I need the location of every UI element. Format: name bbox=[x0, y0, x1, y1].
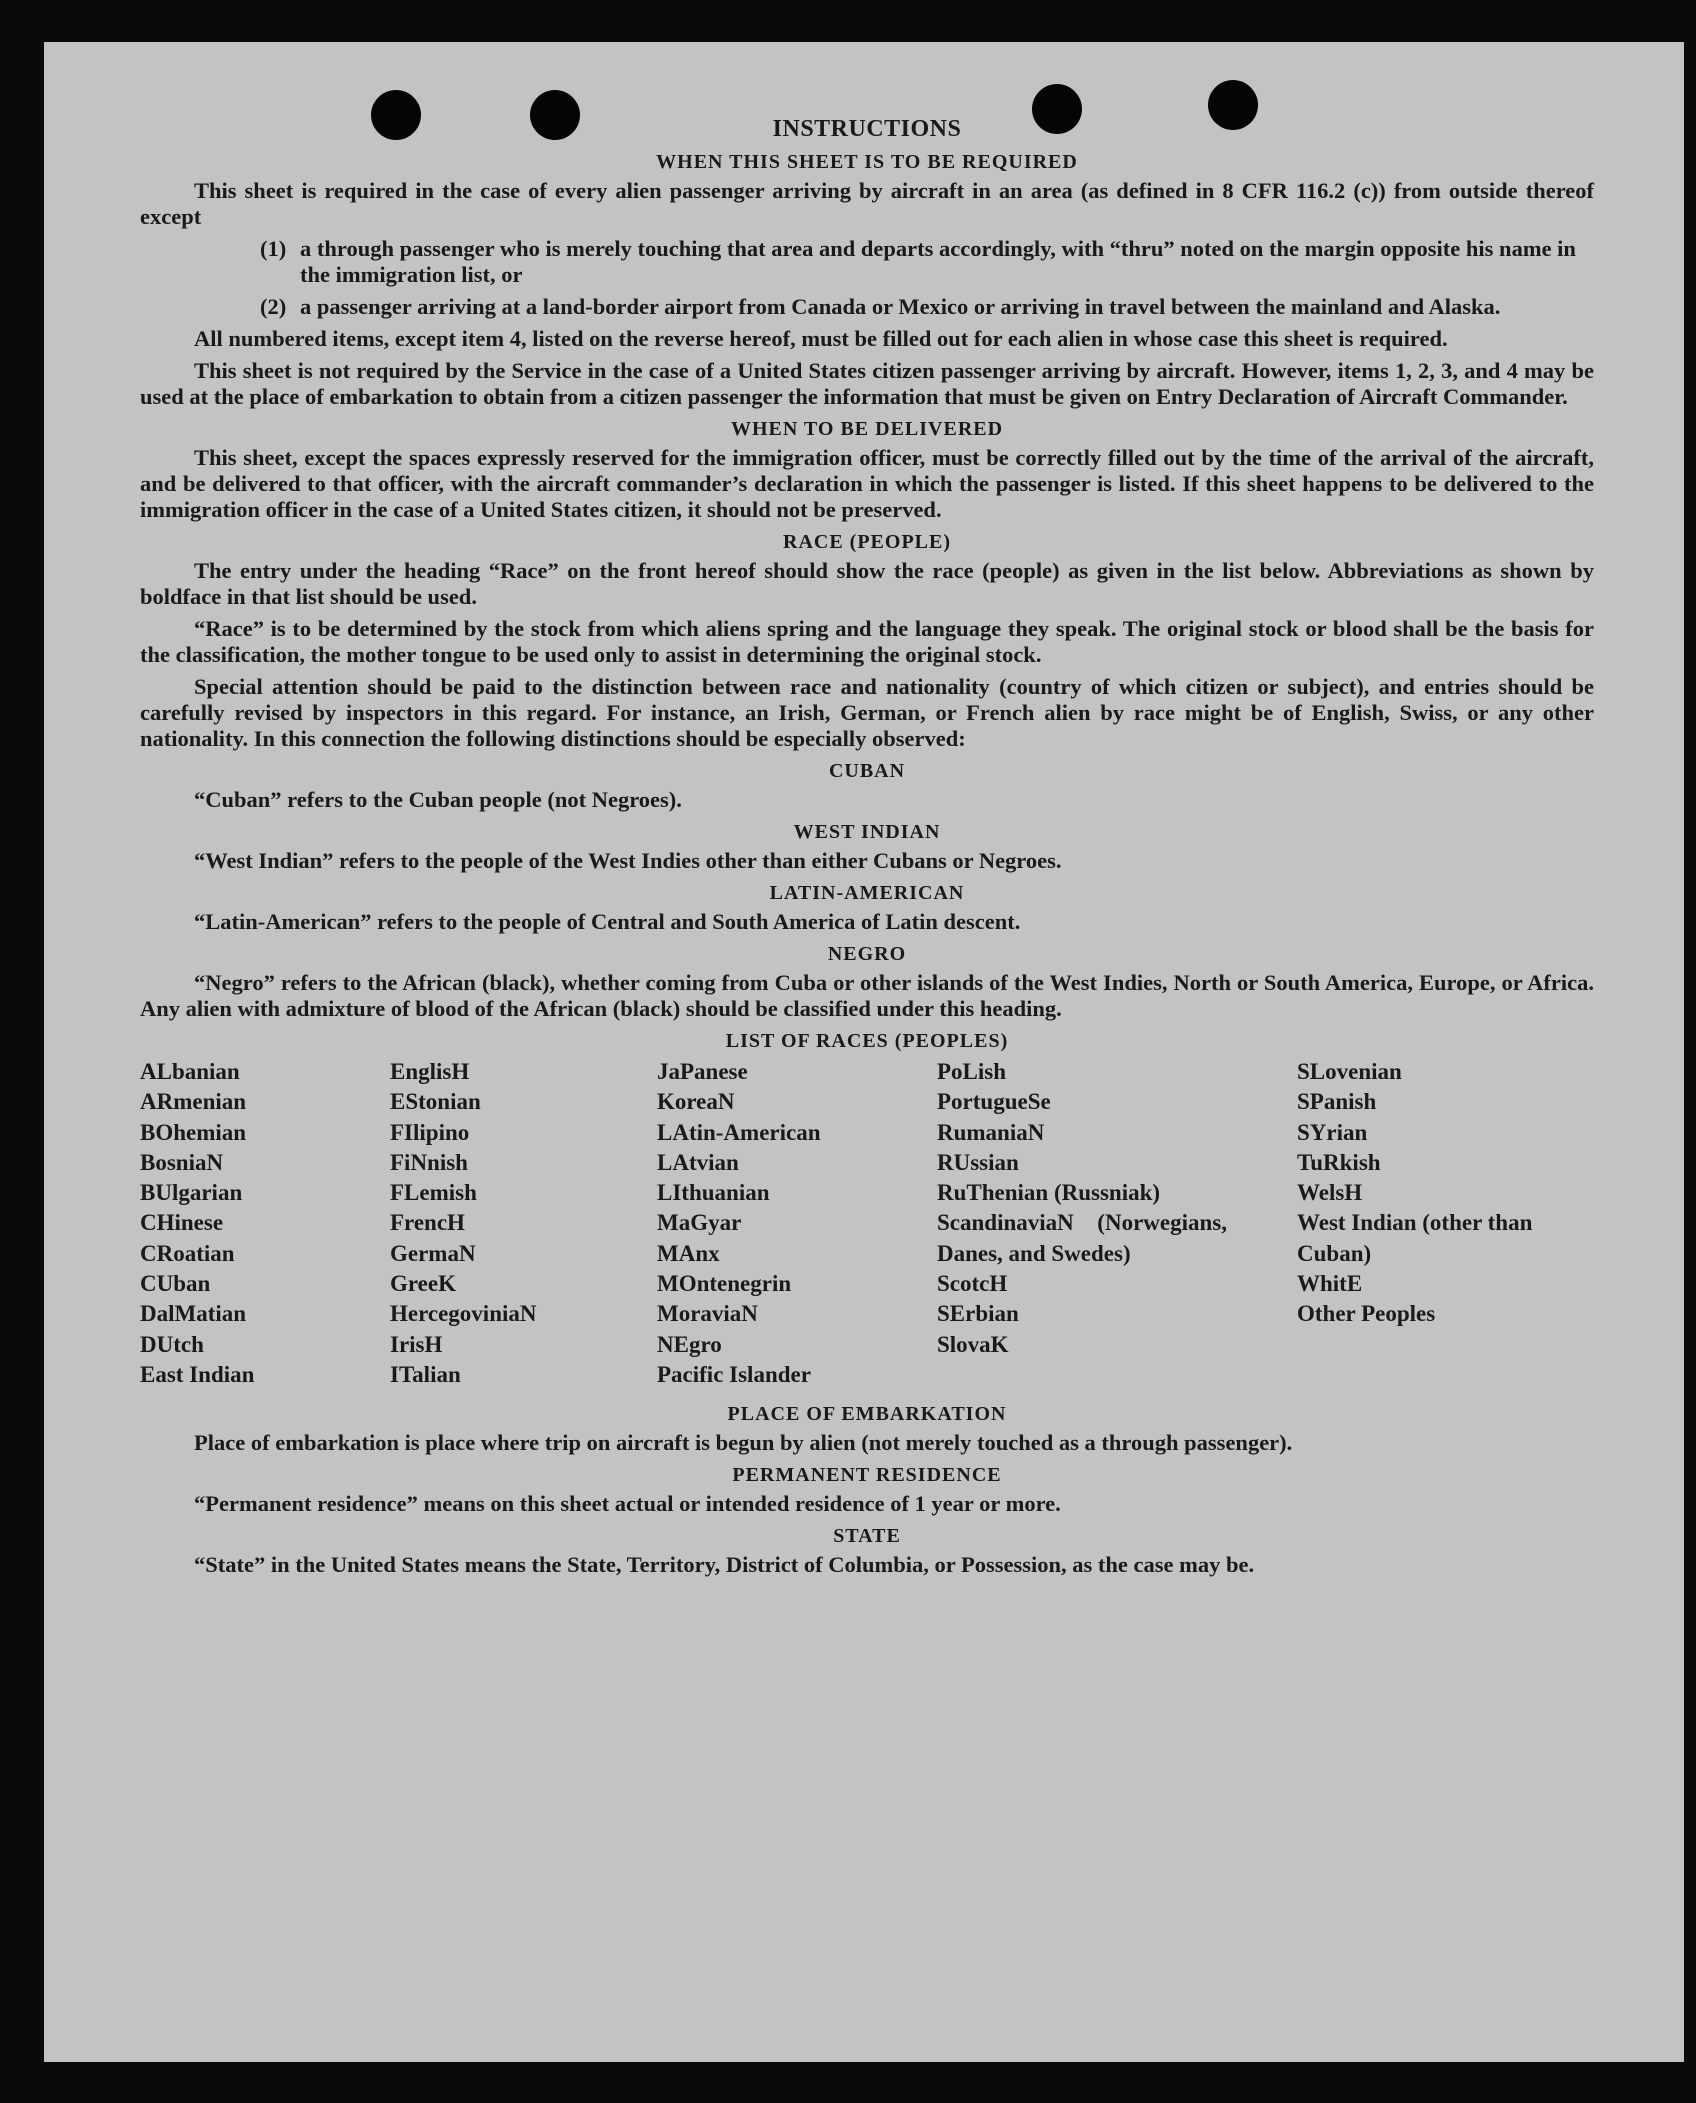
race-item: ScandinaviaN (Norwegians, Danes, and Swedes) bbox=[937, 1210, 1227, 1266]
race-item: FiNnish bbox=[390, 1149, 468, 1175]
race-item: Pacific Islander bbox=[657, 1361, 811, 1387]
item-number: (1) bbox=[260, 236, 287, 261]
item-text: a through passenger who is merely touching that area and departs accordingly, with “thru” noted on the margin opposite his name in the immigration list, or bbox=[300, 236, 1576, 287]
race-item: EStonian bbox=[390, 1089, 481, 1115]
paragraph: Special attention should be paid to the distinction between race and nationality (country of which citizen or subject), and entries should be carefully revised by inspectors in this regard. For instance, an Irish, German, or French alien by race might be of English, Swiss, or any other nationality. In this connection the following distinctions should be especially observed: bbox=[140, 674, 1594, 751]
race-item: MaGyar bbox=[657, 1210, 742, 1236]
race-item: SlovaK bbox=[937, 1331, 1009, 1357]
race-item: MAnx bbox=[657, 1240, 720, 1266]
race-column bbox=[937, 1057, 1237, 1360]
race-item: RumaniaN bbox=[937, 1119, 1045, 1145]
race-column bbox=[1297, 1057, 1542, 1330]
section-heading: PERMANENT RESIDENCE bbox=[732, 1464, 1002, 1486]
race-item: FrencH bbox=[390, 1210, 465, 1236]
paragraph: “State” in the United States means the State, Territory, District of Columbia, or Possession, as the case may be. bbox=[194, 1552, 1255, 1577]
race-item: CUban bbox=[140, 1271, 211, 1297]
race-item: FLemish bbox=[390, 1180, 477, 1206]
section-heading: WEST INDIAN bbox=[793, 821, 941, 843]
race-item: CRoatian bbox=[140, 1240, 235, 1266]
race-item: SYrian bbox=[1297, 1119, 1368, 1145]
race-item: LIthuanian bbox=[657, 1180, 770, 1206]
section-heading: CUBAN bbox=[828, 760, 906, 782]
race-item: ALbanian bbox=[140, 1059, 240, 1084]
paragraph: “Cuban” refers to the Cuban people (not Negroes). bbox=[194, 787, 682, 812]
paragraph: “Negro” refers to the African (black), whether coming from Cuba or other islands of the West Indies, North or South America, Europe, or Africa. Any alien with admixture of blood of the African (black) should be classified under this heading. bbox=[140, 970, 1594, 1021]
section-heading: LIST OF RACES (PEOPLES) bbox=[725, 1030, 1009, 1052]
race-column bbox=[657, 1057, 927, 1390]
race-item: Other Peoples bbox=[1297, 1301, 1436, 1327]
race-item: PortugueSe bbox=[937, 1089, 1051, 1115]
paragraph: “Race” is to be determined by the stock from which aliens spring and the language they speak. The original stock or blood shall be the basis for the classification, the mother tongue to be used only to assist in determining the original stock. bbox=[140, 616, 1594, 667]
section-heading: WHEN TO BE DELIVERED bbox=[730, 418, 1004, 440]
race-item: ScotcH bbox=[937, 1271, 1008, 1297]
race-item: CHinese bbox=[140, 1210, 224, 1236]
race-item: EnglisH bbox=[390, 1059, 470, 1084]
race-list bbox=[140, 1057, 1594, 1395]
race-item: JaPanese bbox=[657, 1059, 748, 1084]
race-item: RUssian bbox=[937, 1149, 1019, 1175]
paragraph: “West Indian” refers to the people of the West Indies other than either Cubans or Negroes. bbox=[194, 848, 1062, 873]
race-item: KoreaN bbox=[657, 1089, 735, 1115]
race-item: HercegoviniaN bbox=[390, 1301, 537, 1327]
race-item: RuThenian (Russniak) bbox=[937, 1180, 1161, 1206]
paragraph: The entry under the heading “Race” on the front hereof should show the race (people) as given in the list below. Abbreviations as shown by boldface in that list should be used. bbox=[140, 558, 1594, 609]
item-number: (2) bbox=[260, 294, 287, 319]
race-item: GermaN bbox=[390, 1240, 476, 1266]
race-item: WhitE bbox=[1297, 1271, 1363, 1297]
section-heading: NEGRO bbox=[827, 943, 907, 965]
race-item: DUtch bbox=[140, 1331, 204, 1357]
race-item: ARmenian bbox=[140, 1089, 247, 1115]
race-item: PoLish bbox=[937, 1059, 1007, 1084]
list-item bbox=[140, 294, 1594, 320]
race-item: NEgro bbox=[657, 1331, 722, 1357]
document-body bbox=[140, 104, 1594, 1584]
paragraph: This sheet is not required by the Service in the case of a United States citizen passenger arriving by aircraft. However, items 1, 2, 3, and 4 may be used at the place of embarkation to obtain from a citizen passenger the information that must be given on Entry Declaration of Aircraft Commander. bbox=[140, 358, 1594, 409]
paragraph: “Permanent residence” means on this sheet actual or intended residence of 1 year or more. bbox=[194, 1491, 1061, 1516]
race-item: LAtin-American bbox=[657, 1119, 821, 1145]
race-item: DalMatian bbox=[140, 1301, 247, 1327]
race-column bbox=[390, 1057, 640, 1390]
race-item: SPanish bbox=[1297, 1089, 1377, 1115]
race-item: East Indian bbox=[140, 1361, 255, 1387]
race-item: FIlipino bbox=[390, 1119, 470, 1145]
race-item: GreeK bbox=[390, 1271, 456, 1297]
race-item: BosniaN bbox=[140, 1149, 224, 1175]
race-column bbox=[140, 1057, 370, 1390]
race-item: ITalian bbox=[390, 1361, 461, 1387]
paragraph: “Latin-American” refers to the people of Central and South America of Latin descent. bbox=[194, 909, 1021, 934]
race-item: West Indian (other than Cuban) bbox=[1297, 1210, 1533, 1266]
race-item: WelsH bbox=[1297, 1180, 1363, 1206]
section-heading: RACE (PEOPLE) bbox=[783, 531, 951, 553]
item-text: a passenger arriving at a land-border airport from Canada or Mexico or arriving in travel between the mainland and Alaska. bbox=[300, 294, 1501, 319]
section-heading: WHEN THIS SHEET IS TO BE REQUIRED bbox=[656, 151, 1078, 173]
section-heading: LATIN-AMERICAN bbox=[769, 882, 965, 904]
paragraph: All numbered items, except item 4, listed on the reverse hereof, must be filled out for each alien in whose case this sheet is required. bbox=[194, 326, 1448, 351]
section-heading: STATE bbox=[833, 1525, 901, 1547]
race-item: SErbian bbox=[937, 1301, 1019, 1327]
document-page bbox=[44, 42, 1684, 2062]
race-item: BOhemian bbox=[140, 1119, 247, 1145]
list-item bbox=[140, 236, 1594, 288]
race-item: LAtvian bbox=[657, 1149, 739, 1175]
race-item: MOntenegrin bbox=[657, 1271, 792, 1297]
race-item: TuRkish bbox=[1297, 1149, 1381, 1175]
race-item: MoraviaN bbox=[657, 1301, 758, 1327]
paragraph: This sheet is required in the case of every alien passenger arriving by aircraft in an area (as defined in 8 CFR 116.2 (c)) from outside thereof except bbox=[140, 178, 1594, 229]
section-heading: PLACE OF EMBARKATION bbox=[727, 1403, 1007, 1425]
paragraph: Place of embarkation is place where trip on aircraft is begun by alien (not merely touched as a through passenger). bbox=[194, 1430, 1293, 1455]
page-title: INSTRUCTIONS bbox=[772, 116, 962, 142]
race-item: SLovenian bbox=[1297, 1059, 1402, 1084]
paragraph: This sheet, except the spaces expressly reserved for the immigration officer, must be correctly filled out by the time of the arrival of the aircraft, and be delivered to that officer, with the aircraft commander’s declaration in which the passenger is listed. If this sheet happens to be delivered to the immigration officer in the case of a United States citizen, it should not be preserved. bbox=[140, 445, 1594, 522]
race-item: IrisH bbox=[390, 1331, 443, 1357]
race-item: BUlgarian bbox=[140, 1180, 243, 1206]
